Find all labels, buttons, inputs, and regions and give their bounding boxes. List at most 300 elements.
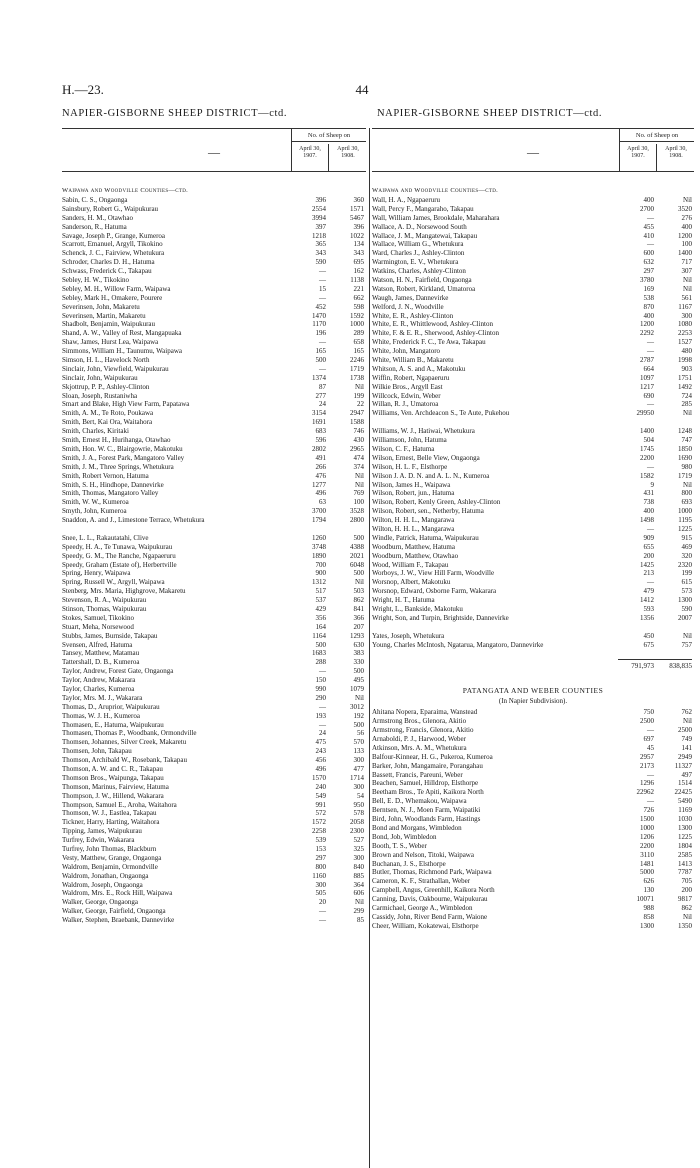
table-row	[372, 753, 694, 762]
sheep-1907-cell: —	[647, 524, 654, 533]
table-row	[372, 735, 694, 744]
sheep-1908-cell: 590	[681, 604, 692, 613]
table-row	[372, 824, 694, 833]
sheep-1908-cell: 2300	[350, 827, 364, 836]
owner-cell: Smyth, John, Kumeroa	[62, 507, 127, 516]
sheep-1907-cell: 750	[643, 708, 654, 717]
sheep-1908-cell: 2500	[678, 726, 692, 735]
sheep-1908-cell: 3012	[350, 702, 364, 711]
sheep-1907-cell: 240	[315, 782, 326, 791]
owner-cell: Thompson, J. W., Hillend, Wakarara	[62, 791, 164, 800]
sheep-1907-cell: 500	[315, 356, 326, 365]
owner-cell: Warmington, E. V., Whetukura	[372, 258, 459, 267]
table-row	[372, 578, 694, 587]
owner-cell: Wright, H. T., Hatuma	[372, 596, 435, 605]
sheep-1908-cell: 497	[681, 770, 692, 779]
sheep-1907-cell: 29950	[636, 409, 654, 418]
owner-cell: Sanders, H. M., Otawhao	[62, 213, 133, 222]
owner-cell: Worsnop, Edward, Osborne Farm, Wakarara	[372, 587, 497, 596]
sheep-1908-cell: Nil	[355, 898, 364, 907]
total-1907: 791,973	[631, 662, 654, 671]
owner-cell: Wood, William F., Takapau	[372, 560, 449, 569]
owner-cell: Speedy, G. M., The Ranche, Ngapaeruru	[62, 551, 176, 560]
table-row	[372, 632, 694, 641]
sheep-1907-cell: 455	[643, 222, 654, 231]
sheep-1908-cell: 578	[353, 809, 364, 818]
sheep-1908-cell: 695	[353, 258, 364, 267]
table-row	[62, 267, 366, 276]
owner-cell: Woodburn, Matthew, Hatuma	[372, 542, 455, 551]
sheep-1907-cell: —	[647, 770, 654, 779]
sheep-1907-cell: 400	[643, 196, 654, 204]
owner-cell: Smart and Blake, High View Farm, Papatawa	[62, 400, 190, 409]
sheep-1907-cell: 697	[643, 735, 654, 744]
owner-cell: Bird, John, Woodlands Farm, Hastings	[372, 815, 481, 824]
owner-cell: Yates, Joseph, Whetukura	[372, 631, 445, 640]
table-row	[62, 276, 366, 285]
sheep-1908-cell: 841	[353, 604, 364, 613]
sheep-1908-cell: 1714	[350, 773, 364, 782]
sheep-1907-cell: 1470	[312, 311, 326, 320]
owner-cell: Smith, J. A., Forest Park, Mangatoro Valley	[62, 453, 185, 462]
sheep-1907-cell: 1582	[640, 471, 654, 480]
sheep-1907-cell: 2292	[640, 329, 654, 338]
owner-cell: Simson, H. L., Havelock North	[62, 356, 150, 365]
sheep-1907-cell: 2787	[640, 356, 654, 365]
sheep-1908-cell: 503	[353, 587, 364, 596]
sheep-1907-cell: 1500	[640, 815, 654, 824]
sheep-1908-cell: 705	[681, 877, 692, 886]
table-row	[62, 543, 366, 552]
table-row	[62, 205, 366, 214]
sheep-1907-cell: 288	[315, 658, 326, 667]
sheep-1907-cell: 300	[315, 880, 326, 889]
table-row	[62, 240, 366, 249]
sheep-1908-cell: 1169	[678, 806, 692, 815]
sheep-1908-cell: 615	[681, 578, 692, 587]
table-row	[372, 904, 694, 913]
owner-cell: Young, Charles McIntosh, Ngatarua, Mangatoro, Dannevirke	[372, 640, 544, 649]
table-row	[62, 756, 366, 765]
owner-cell: Tickner, Harry, Harting, Waitahora	[62, 818, 160, 827]
owner-cell: Wilson, James H., Waipawa	[372, 480, 451, 489]
table-row	[372, 338, 694, 347]
sheep-1907-cell: 496	[315, 765, 326, 774]
column-separator	[369, 128, 370, 1168]
table-row	[372, 596, 694, 605]
sheep-1908-cell: 1400	[678, 249, 692, 258]
owner-cell: Smith, Charles, Kiritaki	[62, 427, 129, 436]
owner-cell: Shand, A. W., Valley of Rest, Mangapuaka	[62, 329, 182, 338]
owner-cell: Waldrom, Mrs. E., Rock Hill, Waipawa	[62, 889, 173, 898]
table-row	[62, 729, 366, 738]
right-title: NAPIER-GISBORNE SHEEP DISTRICT—ctd.	[377, 108, 603, 119]
table-row	[62, 712, 366, 721]
owner-cell: Willcock, Edwin, Weber	[372, 391, 441, 400]
owner-cell: Atkinson, Mrs. A. M., Whetukura	[372, 743, 467, 752]
sheep-1908-cell: 54	[357, 791, 364, 800]
sheep-1908-cell: 56	[357, 729, 364, 738]
table-row	[62, 845, 366, 854]
sheep-1908-cell: 330	[353, 658, 364, 667]
sheep-1907-cell: 675	[643, 640, 654, 649]
table-row	[372, 569, 694, 578]
year-1908-header: April 30, 1908.	[337, 146, 359, 159]
sheep-1907-cell: 1300	[640, 921, 654, 930]
sheep-1908-cell: 1300	[678, 823, 692, 832]
sheep-1908-cell: 2800	[350, 516, 364, 525]
sheep-1908-cell: 300	[353, 853, 364, 862]
sheep-1907-cell: 297	[315, 853, 326, 862]
table-row	[372, 842, 694, 851]
sheep-1908-cell: 1514	[678, 779, 692, 788]
table-row	[62, 516, 366, 534]
table-row	[372, 587, 694, 596]
sheep-1907-cell: 738	[643, 498, 654, 507]
table-row	[372, 534, 694, 543]
table-row	[62, 561, 366, 570]
sheep-1908-cell: 3520	[678, 204, 692, 213]
owner-cell: Beetham Bros., Te Apiti, Kaikora North	[372, 788, 484, 797]
owner-cell: Wilson J. A. D. N. and A. L. N., Kumeroa	[372, 471, 490, 480]
table-row	[62, 809, 366, 818]
table-row	[62, 418, 366, 427]
owner-cell: Spring, Russell W., Argyll, Waipawa	[62, 578, 165, 587]
sheep-1907-cell: 2957	[640, 752, 654, 761]
sheep-1908-cell: 1000	[678, 507, 692, 516]
header-rule	[656, 144, 657, 171]
table-row	[372, 779, 694, 788]
sheep-1908-cell: 1804	[678, 841, 692, 850]
sheep-1907-cell: 900	[315, 569, 326, 578]
sheep-1907-cell: —	[647, 578, 654, 587]
table-row	[62, 614, 366, 623]
owner-cell: Wiffin, Robert, Ngapaeruru	[372, 373, 450, 382]
table-row	[372, 374, 694, 383]
owner-cell: Willan, R. J., Umatoroa	[372, 400, 439, 409]
owner-cell: Thomsen, Johannes, Silver Creek, Makaretu	[62, 738, 187, 747]
sheep-1908-cell: 165	[353, 347, 364, 356]
sheep-1907-cell: 2802	[312, 444, 326, 453]
table-row	[62, 738, 366, 747]
owner-cell: Wilson, Robert, Kenly Green, Ashley-Clinton	[372, 498, 501, 507]
sheep-1908-cell: 199	[681, 569, 692, 578]
table-row	[62, 285, 366, 294]
owner-cell: Thomasen, Thomas P., Woodbank, Ormondville	[62, 729, 197, 738]
table-row	[372, 427, 694, 436]
sheep-1908-cell: 1195	[678, 516, 692, 525]
owner-cell: Williams, Ven. Archdeacon S., Te Aute, Pukehou	[372, 409, 510, 418]
sheep-1907-cell: 600	[643, 249, 654, 258]
owner-cell: Sabin, C. S., Ongaonga	[62, 196, 128, 204]
owner-cell: Thomasen, E., Hatuma, Waipukurau	[62, 720, 164, 729]
owner-cell: Wilkie Bros., Argyll East	[372, 382, 443, 391]
sheep-1907-cell: —	[319, 702, 326, 711]
owner-cell: Snaddon, A. and J., Limestone Terrace, Whetukura	[62, 516, 205, 525]
owner-cell: Waldrom, Benjamin, Ormondville	[62, 862, 158, 871]
table-row	[62, 249, 366, 258]
owner-cell: Taylor, Andrew, Makarara	[62, 676, 136, 685]
sheep-1907-cell: 3994	[312, 213, 326, 222]
table-row	[372, 851, 694, 860]
sheep-1907-cell: 1218	[312, 231, 326, 240]
sheep-1908-cell: 22425	[674, 788, 692, 797]
sheep-1907-cell: 87	[319, 382, 326, 391]
table-row	[372, 463, 694, 472]
owner-cell: Wallace, A. D., Norsewood South	[372, 222, 467, 231]
sheep-1907-cell: —	[647, 400, 654, 409]
sheep-1907-cell: —	[647, 213, 654, 222]
table-row	[372, 400, 694, 409]
sheep-1908-cell: 400	[681, 222, 692, 231]
table-row	[62, 329, 366, 338]
sheep-1907-cell: —	[319, 293, 326, 302]
sheep-1908-cell: 862	[353, 596, 364, 605]
table-row	[372, 744, 694, 753]
owner-cell: Thomas, W. J. H., Kumeroa	[62, 711, 140, 720]
owner-cell: Sinclair, John, Waipukurau	[62, 373, 138, 382]
owner-cell: Cassidy, John, River Bend Farm, Waione	[372, 912, 488, 921]
sheep-1907-cell: 1794	[312, 516, 326, 525]
sheep-1907-cell: 169	[643, 284, 654, 293]
spacer	[62, 172, 366, 186]
sheep-1908-cell: 300	[353, 782, 364, 791]
sheep-1908-cell: 862	[681, 903, 692, 912]
table-row	[62, 258, 366, 267]
table-row	[62, 356, 366, 365]
sheep-1907-cell: 1217	[640, 382, 654, 391]
table-row	[62, 898, 366, 907]
left-rows	[62, 196, 366, 925]
owner-cell: Welford, J. N., Woodville	[372, 302, 444, 311]
table-row	[62, 472, 366, 481]
sheep-1908-cell: 100	[681, 240, 692, 249]
table-row	[62, 409, 366, 418]
owner-cell: Schwass, Frederick C., Takapau	[62, 267, 152, 276]
owner-cell: Taylor, Andrew, Forest Gate, Ongaonga	[62, 667, 174, 676]
table-row	[372, 409, 694, 427]
sheep-1907-cell: 690	[643, 391, 654, 400]
table-row	[372, 312, 694, 321]
sheep-1908-cell: Nil	[355, 382, 364, 391]
owner-cell: Wallace, William G., Whetukura	[372, 240, 464, 249]
owner-cell: Windle, Patrick, Hatuma, Waipukurau	[372, 533, 479, 542]
sheep-1907-cell: 537	[315, 596, 326, 605]
owner-cell: Smith, A. M., Te Roto, Poukawa	[62, 409, 154, 418]
table-row	[62, 436, 366, 445]
sheep-1907-cell: 1745	[640, 444, 654, 453]
table-row	[62, 445, 366, 454]
table-page	[62, 108, 692, 930]
sheep-1907-cell: 700	[315, 560, 326, 569]
table-row	[62, 498, 366, 507]
table-row	[372, 868, 694, 877]
sheep-1907-cell: 400	[643, 311, 654, 320]
sheep-1908-cell: 85	[357, 916, 364, 925]
table-row	[372, 641, 694, 659]
table-row	[372, 762, 694, 771]
sheep-1907-cell: —	[319, 916, 326, 925]
owner-cell: Buchanan, J. S., Elsthorpe	[372, 859, 446, 868]
table-row	[372, 605, 694, 614]
table-row	[372, 365, 694, 374]
sheep-1908-cell: Nil	[355, 693, 364, 702]
owner-cell: Brown and Nelson, Titoki, Waipawa	[372, 850, 474, 859]
sheep-1907-cell: 655	[643, 542, 654, 551]
sheep-1908-cell: 307	[681, 267, 692, 276]
table-row	[62, 649, 366, 658]
owner-cell: Wilson, Robert, jun., Hatuma	[372, 489, 455, 498]
owner-cell: White, F. & E. R., Sherwood, Ashley-Clinton	[372, 329, 499, 338]
owner-cell: Wilton, H. H. L., Mangarawa	[372, 516, 455, 525]
sheep-1908-cell: 1350	[678, 921, 692, 930]
table-row	[372, 214, 694, 223]
table-row	[62, 721, 366, 730]
title-bar	[62, 108, 692, 130]
year-1908-header: April 30, 1908.	[665, 146, 687, 159]
table-row	[62, 400, 366, 409]
sheep-1908-cell: 1998	[678, 356, 692, 365]
sheep-1907-cell: 397	[315, 222, 326, 231]
owner-cell: Wall, Percy F., Mangaraho, Takapau	[372, 204, 474, 213]
sheep-1908-cell: 500	[353, 533, 364, 542]
table-row	[62, 792, 366, 801]
table-row	[62, 578, 366, 587]
sheep-1908-cell: 2253	[678, 329, 692, 338]
owner-cell: Thomson Bros., Waipunga, Takapau	[62, 773, 164, 782]
sheep-1908-cell: 2320	[678, 560, 692, 569]
sheep-1907-cell: 1890	[312, 551, 326, 560]
owner-cell: Stuart, Meha, Norsewood	[62, 622, 134, 631]
sheep-1907-cell: 20	[319, 898, 326, 907]
sheep-1907-cell: 22962	[636, 788, 654, 797]
sheep-1908-cell: 480	[681, 347, 692, 356]
sheep-1908-cell: 300	[353, 756, 364, 765]
table-row	[372, 815, 694, 824]
sheep-1907-cell: 1260	[312, 533, 326, 542]
owner-cell: Woodburn, Matthew, Otawhao	[372, 551, 459, 560]
sheep-1907-cell: 3748	[312, 542, 326, 551]
total-row	[372, 658, 694, 672]
table-row	[372, 445, 694, 454]
sheep-1907-cell: 1374	[312, 373, 326, 382]
sheep-1907-cell: 683	[315, 427, 326, 436]
sheep-1908-cell: 2947	[350, 409, 364, 418]
table-row	[372, 717, 694, 726]
sheep-1907-cell: 572	[315, 809, 326, 818]
sheep-1908-cell: 1751	[678, 373, 692, 382]
table-row	[372, 806, 694, 815]
table-row	[62, 747, 366, 756]
sheep-1907-cell: —	[647, 240, 654, 249]
sheep-1908-cell: 769	[353, 489, 364, 498]
table-row	[372, 507, 694, 516]
owner-cell: Severinsen, Martin, Makaretu	[62, 311, 146, 320]
sheep-1907-cell: 1683	[312, 649, 326, 658]
sheep-1908-cell: 746	[353, 427, 364, 436]
owner-cell: Thomson, Marinus, Fairview, Hatuma	[62, 782, 169, 791]
table-row	[62, 641, 366, 650]
table-row	[62, 365, 366, 374]
table-row	[62, 916, 366, 925]
sheep-1907-cell: —	[647, 462, 654, 471]
sheep-1908-cell: 1225	[678, 524, 692, 533]
sheep-1908-cell: 320	[681, 551, 692, 560]
sheep-1907-cell: —	[647, 338, 654, 347]
sheep-1908-cell: 1527	[678, 338, 692, 347]
left-title: NAPIER-GISBORNE SHEEP DISTRICT—ctd.	[62, 108, 288, 119]
table-row	[62, 489, 366, 498]
table-row	[62, 427, 366, 436]
sheep-1908-cell: 199	[353, 391, 364, 400]
sheep-1908-cell: 1225	[678, 832, 692, 841]
sheep-1908-cell: 1200	[678, 231, 692, 240]
sheep-1907-cell: 356	[315, 613, 326, 622]
table-row	[62, 454, 366, 463]
sheep-1907-cell: 593	[643, 604, 654, 613]
sheep-1908-cell: 4388	[350, 542, 364, 551]
owner-cell: Smith, Ernest H., Hurihanga, Otawhao	[62, 436, 171, 445]
table-row	[62, 818, 366, 827]
sheep-1908-cell: 800	[681, 489, 692, 498]
owner-cell: Smith, Robert Vernon, Hatuma	[62, 471, 149, 480]
sheep-1908-cell: 5490	[678, 797, 692, 806]
sheep-1908-cell: 1719	[350, 364, 364, 373]
sheep-1907-cell: 726	[643, 806, 654, 815]
sheep-1907-cell: —	[319, 276, 326, 285]
patangata-subheading: (In Napier Subdivision).	[498, 697, 568, 706]
owner-cell: Watson, Robert, Kirkland, Umatoroa	[372, 284, 476, 293]
sheep-1907-cell: 491	[315, 453, 326, 462]
sheep-1908-cell: Nil	[683, 717, 692, 726]
table-row	[62, 605, 366, 614]
table-row	[62, 703, 366, 712]
sheep-1907-cell: 24	[319, 400, 326, 409]
sheep-1908-cell: 366	[353, 613, 364, 622]
sheep-1908-cell: 1293	[350, 631, 364, 640]
owner-cell: Stokes, Samuel, Tikokino	[62, 613, 134, 622]
sheep-1907-cell: 1206	[640, 832, 654, 841]
table-row	[62, 827, 366, 836]
table-row	[372, 860, 694, 869]
owner-cell: Sebley, M. H., Willow Farm, Waipawa	[62, 284, 171, 293]
owner-cell: Beachen, Samuel, Hilldrop, Elsthorpe	[372, 779, 479, 788]
header-dash: —	[527, 145, 539, 159]
table-row	[372, 708, 694, 717]
sheep-1908-cell: 134	[353, 240, 364, 249]
owner-cell: Schroder, Charles D. H., Hatuma	[62, 258, 155, 267]
sheep-1907-cell: 9	[650, 480, 654, 489]
table-row	[62, 881, 366, 890]
right-rows	[372, 196, 694, 658]
owner-cell: Wall, William James, Brookdale, Maharahara	[372, 213, 500, 222]
owner-cell: Severinsen, John, Makaretu	[62, 302, 140, 311]
sheep-1907-cell: 632	[643, 258, 654, 267]
sheep-1907-cell: 63	[319, 498, 326, 507]
sheep-1907-cell: 450	[643, 631, 654, 640]
table-row	[62, 889, 366, 898]
sheep-count-header: No. of Sheep on	[620, 132, 694, 142]
table-row	[372, 489, 694, 498]
sheep-1908-cell: 207	[353, 622, 364, 631]
sheep-1908-cell: 658	[353, 338, 364, 347]
sheep-1908-cell: 285	[681, 400, 692, 409]
left-column-header	[62, 129, 366, 172]
table-row	[62, 392, 366, 401]
owner-cell: Carmichael, George A., Wimbledon	[372, 903, 473, 912]
sheep-1907-cell: 626	[643, 877, 654, 886]
sheep-1907-cell: —	[319, 338, 326, 347]
